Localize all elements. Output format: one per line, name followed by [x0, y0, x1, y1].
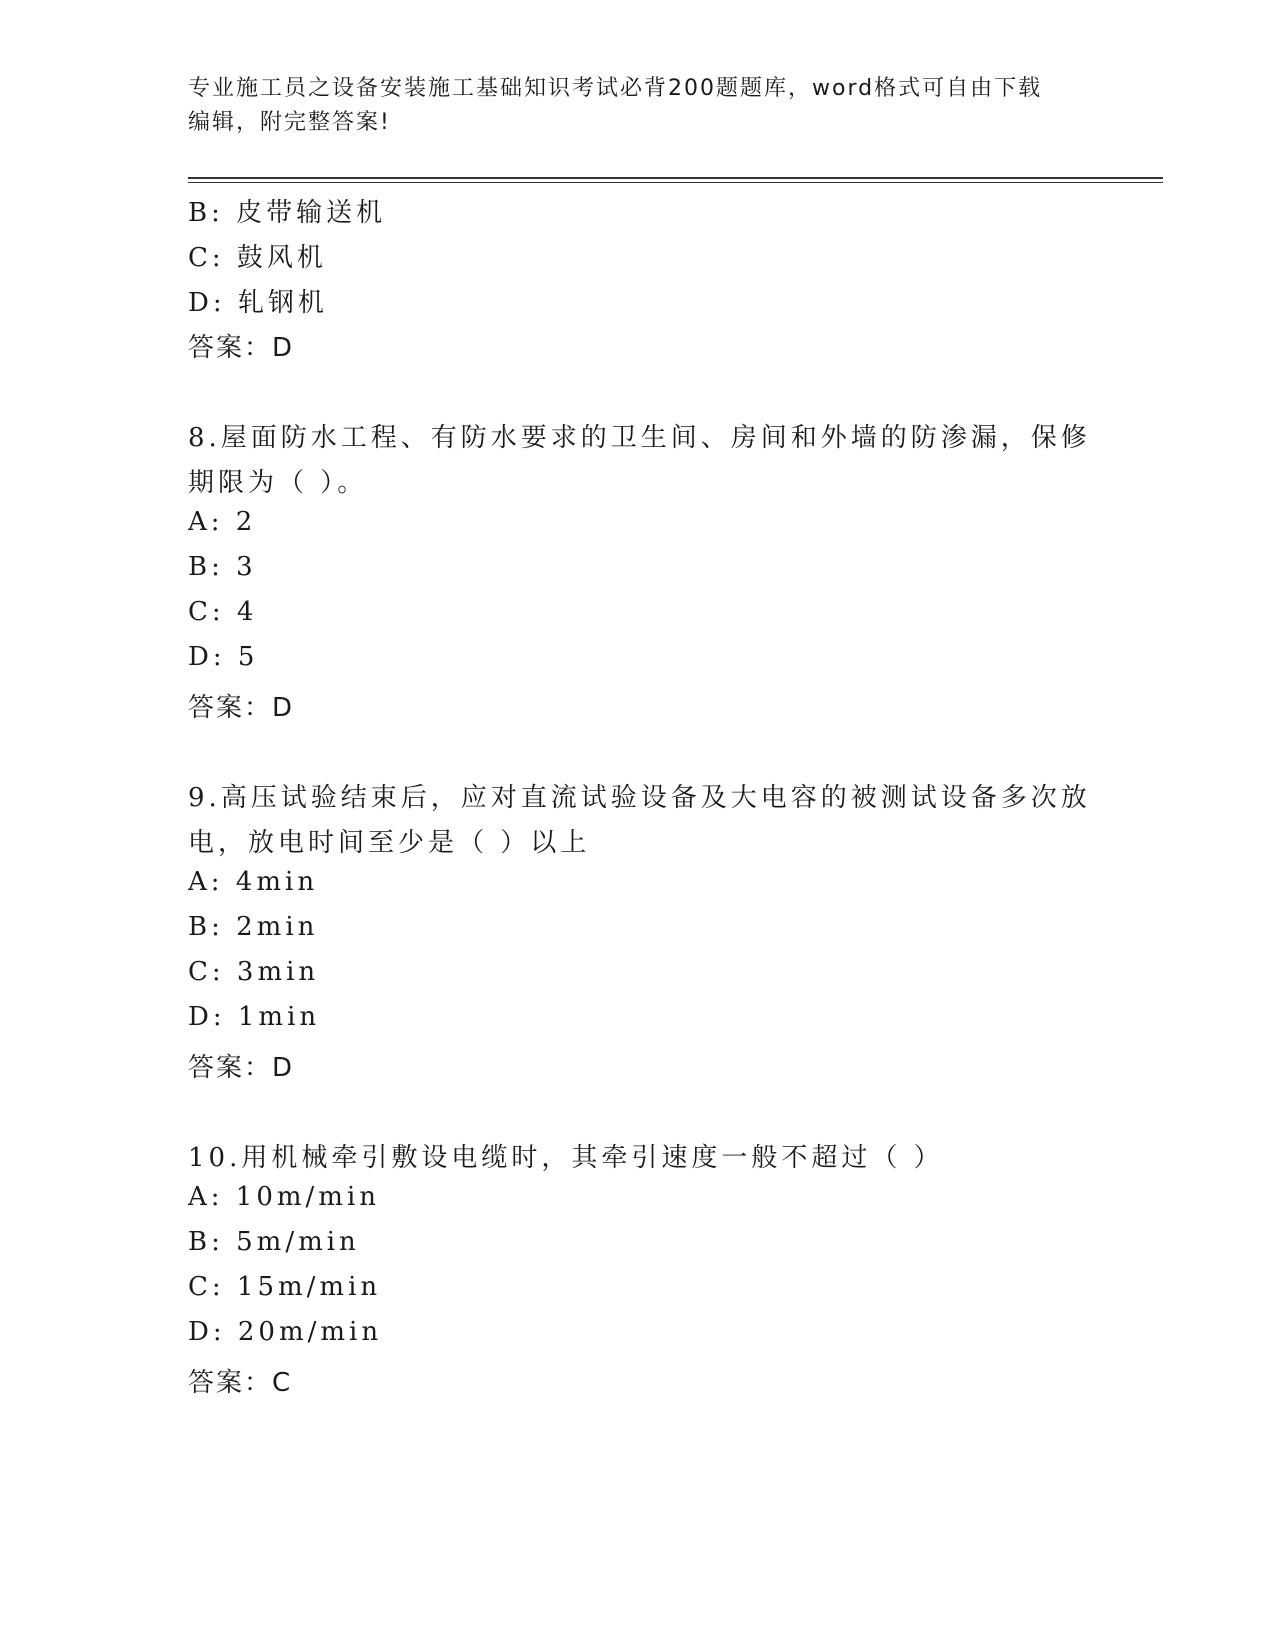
q9-option-d: D: 1min	[188, 1002, 321, 1032]
q7-option-c: C: 鼓风机	[188, 243, 327, 273]
q9-stem-line-1: 9.高压试验结束后，应对直流试验设备及大电容的被测试设备多次放	[188, 783, 1091, 813]
header-divider	[188, 177, 1163, 179]
q8-option-a: A: 2	[188, 507, 257, 537]
q8-option-c: C: 4	[188, 597, 258, 627]
q7-option-b: B: 皮带输送机	[188, 198, 387, 228]
header-title-line-1: 专业施工员之设备安装施工基础知识考试必背200题题库，word格式可自由下载	[188, 76, 1043, 101]
q10-option-a: A: 10m/min	[188, 1182, 381, 1212]
q8-option-d: D: 5	[188, 642, 259, 672]
q7-option-d: D: 轧钢机	[188, 288, 328, 318]
q9-option-b: B: 2min	[188, 912, 319, 942]
q10-stem: 10.用机械牵引敷设电缆时，其牵引速度一般不超过（ ）	[188, 1143, 944, 1173]
header-divider-thin	[188, 182, 1163, 183]
q8-stem-line-2: 期限为（ ）。	[188, 468, 368, 498]
q8-stem-line-1: 8.屋面防水工程、有防水要求的卫生间、房间和外墙的防渗漏，保修	[188, 423, 1091, 453]
q10-option-b: B: 5m/min	[188, 1227, 360, 1257]
q9-option-a: A: 4min	[188, 867, 319, 897]
q9-stem-line-2: 电，放电时间至少是（ ）以上	[188, 828, 591, 858]
q9-answer: 答案：D	[188, 1053, 295, 1083]
q10-option-c: C: 15m/min	[188, 1272, 382, 1302]
q10-option-d: D: 20m/min	[188, 1317, 383, 1347]
q8-answer: 答案：D	[188, 693, 295, 723]
document-header	[188, 72, 1068, 140]
header-title-line-2: 编辑，附完整答案!	[188, 110, 391, 135]
q10-answer: 答案：C	[188, 1368, 293, 1398]
q8-option-b: B: 3	[188, 552, 257, 582]
q7-answer: 答案：D	[188, 333, 295, 363]
q9-option-c: C: 3min	[188, 957, 320, 987]
